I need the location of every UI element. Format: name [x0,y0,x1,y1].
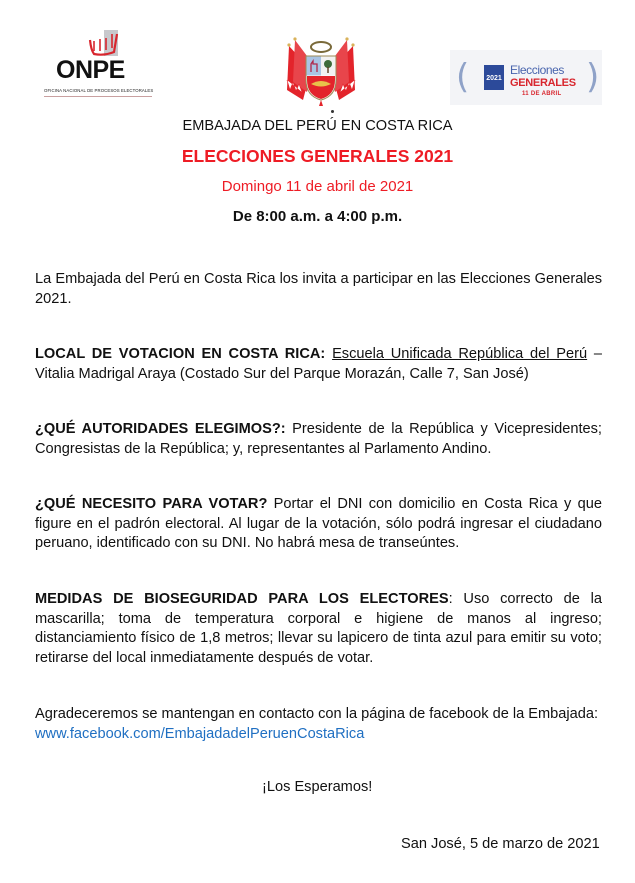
intro-paragraph: La Embajada del Perú en Costa Rica los invita a participar en las Elecciones Generales 2021. [35,271,602,307]
biosecurity-paragraph [35,590,602,668]
logo-line-elecciones: Elecciones [510,63,565,77]
logo-year: 2021 [486,75,502,82]
logo-line-generales: GENERALES [510,77,576,89]
decorative-dot [331,110,334,113]
voting-location-label: LOCAL DE VOTACION EN COSTA RICA: [35,346,326,362]
authorities-text: Presidente de la República y Vicepresidentes; Congresistas de la República; y, representantes al Parlamento Andino. [35,421,602,457]
coat-of-arms-logo [281,30,361,110]
onpe-underline [44,96,152,97]
biosecurity-text: : Uso correcto de la mascarilla; toma de temperatura corporal e higiene de manos al ingreso; distanciamiento físico de 1,8 metros; llevar su lapicero de tinta azul para emitir su voto; retirarse del local inmediatamente después de votar. [35,591,602,666]
onpe-subtitle: OFICINA NACIONAL DE PROCESOS ELECTORALES [44,88,154,93]
onpe-wordmark: ONPE [56,56,125,84]
embassy-heading: EMBAJADA DEL PERÚ EN COSTA RICA [182,118,453,134]
requirements-text: Portar el DNI con domicilio en Costa Rica y que figure en el padrón electoral. Al lugar de la votación, sólo podrá ingresar el ciudadano peruano, identificado con su DNI. No habrá mesa de transeúntes. [35,496,602,551]
election-date: Domingo 11 de abril de 2021 [221,178,414,195]
voting-location-details: – Vitalia Madrigal Araya (Costado Sur del Parque Morazán, Calle 7, San José) [35,346,602,382]
onpe-logo [40,28,160,104]
peru-coat-of-arms-icon [281,30,361,110]
right-bracket-icon: ) [586,57,600,97]
logo-line-date: 11 DE ABRIL [522,91,562,97]
facebook-link[interactable]: www.facebook.com/EmbajadadelPeruenCostaRica [35,725,365,742]
contact-paragraph [35,705,602,744]
page-title: ELECCIONES GENERALES 2021 [181,146,454,166]
election-hours: De 8:00 a.m. a 4:00 p.m. [232,208,403,225]
left-bracket-icon: ( [456,57,470,97]
requirements-label: ¿QUÉ NECESITO PARA VOTAR? [35,496,268,512]
requirements-paragraph [35,495,602,554]
signoff-date: San José, 5 de marzo de 2021 [401,836,600,852]
authorities-label: ¿QUÉ AUTORIDADES ELEGIMOS?: [35,421,286,437]
voting-location-paragraph [35,345,602,384]
elecciones-generales-logo [450,50,602,105]
biosecurity-label: MEDIDAS DE BIOSEGURIDAD PARA LOS ELECTORES [35,591,449,607]
voting-location-place: Escuela Unificada República del Perú [332,346,588,362]
closing-text: ¡Los Esperamos! [262,779,373,795]
contact-text: Agradeceremos se mantengan en contacto con la página de facebook de la Embajada: [35,706,599,722]
authorities-paragraph [35,420,602,459]
